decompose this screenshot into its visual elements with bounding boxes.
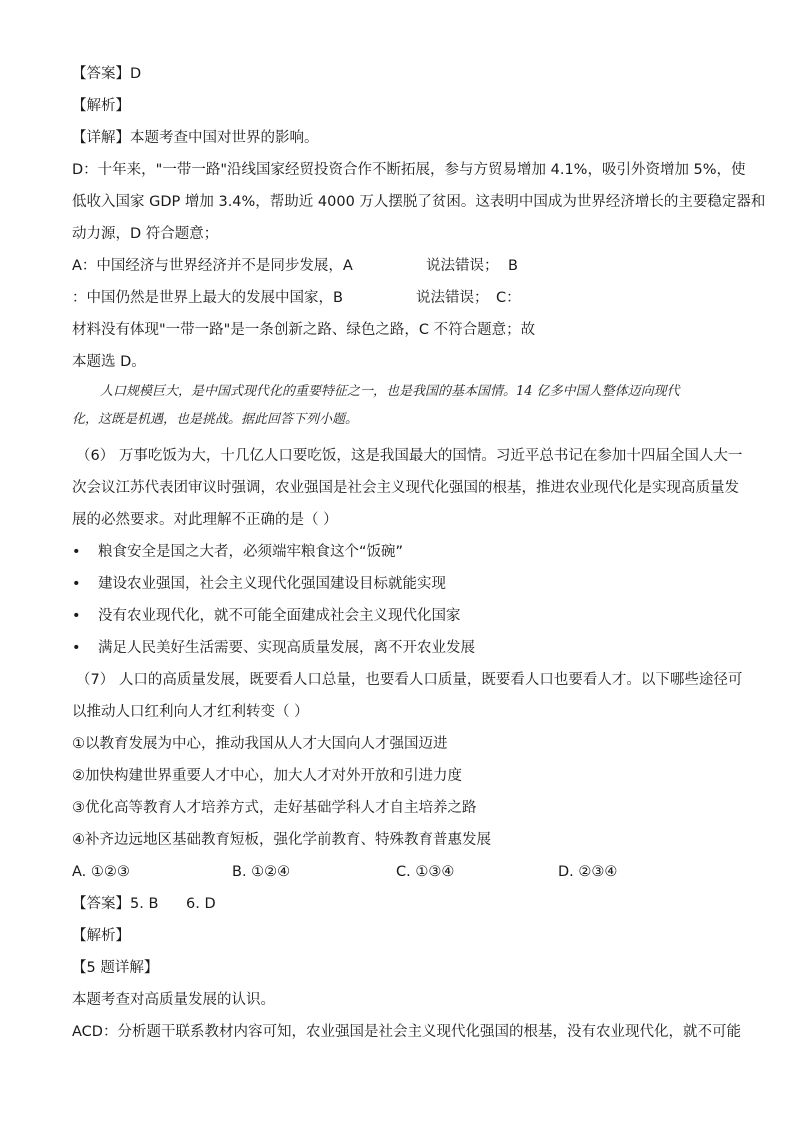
option-text: 满足人民美好生活需要、实现高质量发展，离不开农业发展 [98, 640, 475, 656]
bullet-icon: • [72, 608, 81, 624]
option-text: 建设农业强国，社会主义现代化强国建设目标就能实现 [98, 576, 446, 592]
explanation-line: ：中国仍然是世界上最大的发展中国家，B [72, 290, 343, 306]
explanation-line: 材料没有体现"一带一路"是一条创新之路、绿色之路，C 不符合题意；故 [72, 322, 536, 338]
question-stem: （6） 万事吃饭为大，十几亿人口要吃饭，这是我国最大的国情。习近平总书记在参加十四届全国人大一 [76, 448, 743, 464]
explanation-fragment: 说法错误； [426, 258, 499, 274]
bullet-icon: • [72, 544, 81, 560]
statement-item: ③优化高等教育人才培养方式，走好基础学科人才自主培养之路 [72, 800, 477, 816]
explanation-line: 本题考查对高质量发展的认识。 [72, 992, 275, 1008]
bullet-icon: • [72, 640, 81, 656]
detail-heading: 【5 题详解】 [72, 960, 159, 976]
option-item [72, 638, 475, 658]
explanation-line: ACD：分析题干联系教材内容可知，农业强国是社会主义现代化强国的根基，没有农业现代化，就不可能 [72, 1024, 741, 1040]
question-stem: 次会议江苏代表团审议时强调，农业强国是社会主义现代化强国的根基，推进农业现代化是实现高质量发 [72, 480, 739, 496]
option-text: 没有农业现代化，就不可能全面建成社会主义现代化国家 [98, 608, 461, 624]
choice-a: A. ①②③ [72, 864, 130, 880]
explanation-line: D：十年来，"一带一路"沿线国家经贸投资合作不断拓展，参与方贸易增加 4.1%，吸引外资增加 5%，使 [72, 162, 746, 178]
explanation-line: A：中国经济与世界经济并不是同步发展，A [72, 258, 353, 274]
explanation-fragment: C： [496, 290, 521, 306]
explanation-fragment: 说法错误； [416, 290, 489, 306]
choice-d: D. ②③④ [558, 864, 618, 880]
bullet-icon: • [72, 576, 81, 592]
choice-c: C. ①③④ [396, 864, 455, 880]
statement-item: ①以教育发展为中心，推动我国从人才大国向人才强国迈进 [72, 736, 448, 752]
reading-passage: 化，这既是机遇，也是挑战。据此回答下列小题。 [72, 412, 359, 427]
detail-heading: 【详解】本题考查中国对世界的影响。 [72, 130, 319, 146]
answer-choices [72, 862, 722, 882]
question-stem: 以推动人口红利向人才红利转变（ ） [72, 704, 309, 720]
explanation-fragment: B [508, 258, 518, 274]
question-stem: 展的必然要求。对此理解不正确的是（ ） [72, 512, 338, 528]
explanation-line: 低收入国家 GDP 增加 3.4%，帮助近 4000 万人摆脱了贫困。这表明中国成为世界经济增长的主要稳定器和 [72, 194, 766, 210]
analysis-label: 【解析】 [72, 98, 130, 114]
question-stem: （7） 人口的高质量发展，既要看人口总量，也要看人口质量，既要看人口也要看人才。以下哪些途径可 [76, 672, 743, 688]
option-text: 粮食安全是国之大者，必须端牢粮食这个“饭碗” [98, 544, 404, 560]
answer-label: 【答案】D [72, 66, 142, 82]
answer-label: 【答案】5. B 6. D [72, 896, 216, 912]
option-item [72, 606, 461, 626]
explanation-line: 动力源，D 符合题意； [72, 226, 219, 242]
choice-b: B. ①②④ [232, 864, 291, 880]
option-item [72, 574, 446, 594]
reading-passage: 人口规模巨大，是中国式现代化的重要特征之一，也是我国的基本国情。14 亿多中国人整体迈向现代 [100, 384, 680, 399]
statement-item: ②加快构建世界重要人才中心，加大人才对外开放和引进力度 [72, 768, 462, 784]
option-item [72, 542, 403, 562]
analysis-label: 【解析】 [72, 928, 130, 944]
statement-item: ④补齐边远地区基础教育短板，强化学前教育、特殊教育普惠发展 [72, 832, 491, 848]
explanation-line: 本题选 D。 [72, 354, 146, 370]
